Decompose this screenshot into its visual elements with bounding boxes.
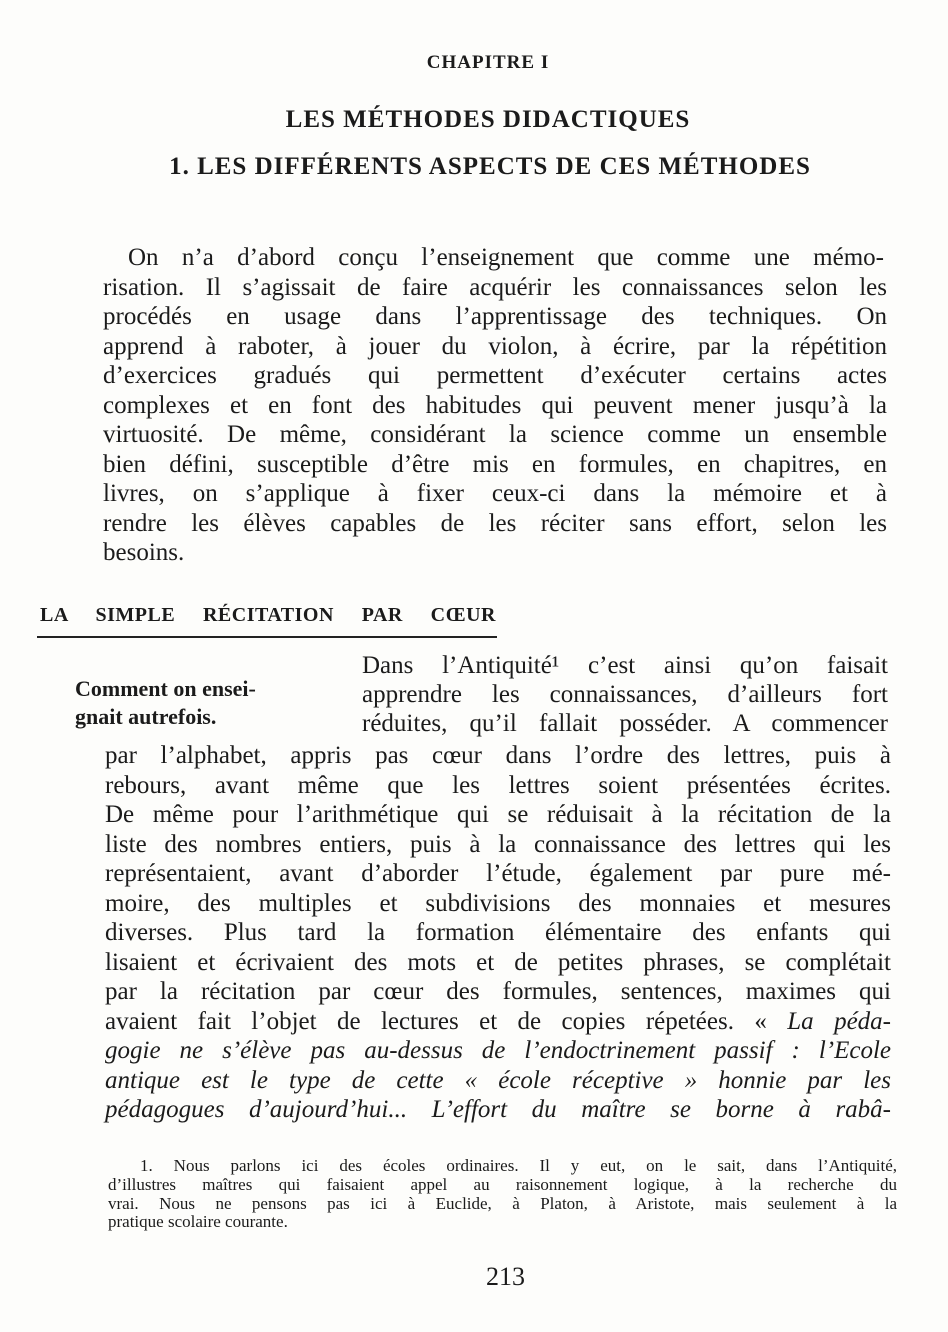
text-line bbox=[105, 801, 891, 829]
heading-rule bbox=[37, 636, 497, 638]
text-line bbox=[105, 890, 891, 918]
text-line bbox=[103, 303, 887, 331]
line-text: apprendre les connaissances, d’ailleurs fort bbox=[362, 681, 888, 708]
line-text: complexes et en font des habitudes qui peuvent mener jusqu’à la bbox=[103, 391, 887, 419]
text-line bbox=[108, 1212, 897, 1231]
line-text: par l’alphabet, appris pas cœur dans l’ordre des lettres, puis à bbox=[105, 742, 891, 769]
line-text: apprend à raboter, à jouer du violon, à écrire, par la répétition bbox=[103, 332, 887, 360]
page-number: 213 bbox=[486, 1262, 525, 1291]
text-line bbox=[105, 1037, 891, 1065]
quote-text: gogie ne s’élève pas au-dessus de l’endoctrinement passif : l’Ecole bbox=[105, 1037, 891, 1064]
line-text: avaient fait l’objet de lectures et de copies répetées. « bbox=[105, 1007, 788, 1035]
line-text: rendre les élèves capables de les réciter sans effort, selon les bbox=[103, 509, 887, 537]
text-line bbox=[105, 919, 891, 947]
line-text: virtuosité. De même, considérant la science comme un ensemble bbox=[103, 421, 887, 448]
text-line bbox=[105, 742, 891, 770]
line-text: liste des nombres entiers, puis à la connaissance des lettres qui les bbox=[105, 830, 891, 858]
line-text: pratique scolaire courante. bbox=[108, 1212, 288, 1232]
line-text: d’illustres maîtres qui faisaient appel au raisonnement logique, à la recherche du bbox=[108, 1174, 897, 1194]
quote-text: antique est le type de cette « école réceptive » honnie par les bbox=[105, 1066, 891, 1094]
sidenote-line: Comment on ensei- bbox=[75, 676, 256, 701]
line-text: moire, des multiples et subdivisions des monnaies et mesures bbox=[105, 889, 891, 917]
line-text: besoins. bbox=[103, 539, 185, 566]
section-title: 1. LES DIFFÉRENTS ASPECTS DE CES MÉTHODES bbox=[169, 153, 811, 180]
line-text: réduites, qu’il fallait posséder. A commencer bbox=[362, 710, 888, 737]
text-line bbox=[362, 681, 888, 709]
line-text: vrai. Nous ne pensons pas ici à Euclide, à Platon, à Aristote, mais seulement à la bbox=[108, 1193, 897, 1213]
text-line bbox=[105, 831, 891, 859]
text-line bbox=[103, 274, 887, 302]
text-line bbox=[103, 480, 887, 508]
quote-text: pédagogues d’aujourd’hui... L’effort du maître se borne à rabâ- bbox=[105, 1096, 891, 1123]
text-line bbox=[362, 710, 888, 738]
text-line bbox=[105, 1067, 891, 1095]
text-line bbox=[105, 949, 891, 977]
text-line bbox=[103, 539, 887, 567]
line-text: procédés en usage dans l’apprentissage des techniques. On bbox=[103, 303, 887, 330]
line-text: livres, on s’applique à fixer ceux-ci dans la mémoire et à bbox=[103, 480, 887, 507]
line-text: diverses. Plus tard la formation élémentaire des enfants qui bbox=[105, 919, 891, 946]
text-line bbox=[105, 860, 891, 888]
line-text: par la récitation par cœur des formules, sentences, maximes qui bbox=[105, 978, 891, 1005]
line-text: Dans l’Antiquité¹ c’est ainsi qu’on faisait bbox=[362, 652, 888, 679]
line-text: d’exercices gradués qui permettent d’exécuter certains actes bbox=[103, 362, 887, 389]
line-text: bien défini, susceptible d’être mis en formules, en chapitres, en bbox=[103, 450, 887, 478]
quote-text: La péda- bbox=[787, 1007, 891, 1035]
text-line bbox=[108, 1194, 897, 1213]
text-line bbox=[103, 362, 887, 390]
text-line bbox=[140, 1156, 897, 1175]
text-line bbox=[103, 333, 887, 361]
text-line bbox=[105, 1008, 891, 1036]
line-text: risation. Il s’agissait de faire acquérir les connaissances selon les bbox=[103, 273, 887, 301]
line-text: représentaient, avant d’aborder l’étude, également par pure mé- bbox=[105, 860, 891, 887]
text-line bbox=[103, 451, 887, 479]
text-line bbox=[103, 421, 887, 449]
text-line bbox=[103, 510, 887, 538]
sidenote-line: gnait autrefois. bbox=[75, 704, 217, 729]
text-line bbox=[105, 772, 891, 800]
text-line bbox=[103, 392, 887, 420]
chapter-title: LES MÉTHODES DIDACTIQUES bbox=[285, 106, 691, 133]
section-heading: LA SIMPLE RÉCITATION PAR CŒUR bbox=[40, 604, 496, 626]
line-text: On n’a d’abord conçu l’enseignement que comme une mémo- bbox=[128, 244, 884, 271]
chapter-label: CHAPITRE I bbox=[426, 52, 550, 73]
text-line bbox=[128, 244, 884, 272]
text-line bbox=[105, 1096, 891, 1124]
text-line bbox=[105, 978, 891, 1006]
text-line bbox=[108, 1175, 897, 1194]
line-text: 1. Nous parlons ici des écoles ordinaires. Il y eut, on le sait, dans l’Antiquité, bbox=[140, 1156, 897, 1175]
line-text: rebours, avant même que les lettres soient présentées écrites. bbox=[105, 771, 891, 799]
text-line bbox=[362, 652, 888, 680]
line-text: lisaient et écrivaient des mots et de petites phrases, se complétait bbox=[105, 948, 891, 976]
line-text: De même pour l’arithmétique qui se réduisait à la récitation de la bbox=[105, 801, 891, 828]
